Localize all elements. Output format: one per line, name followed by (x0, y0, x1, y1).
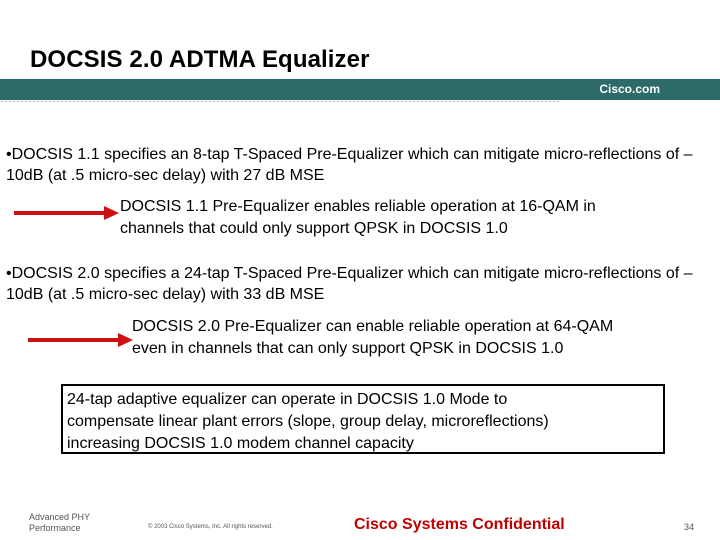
sub-point-docsis-2-0 (132, 316, 702, 360)
right-arrow-icon (26, 330, 134, 350)
right-arrow-icon (12, 203, 120, 223)
sub-point-line: even in channels that can only support QPSK in DOCSIS 1.0 (132, 340, 564, 357)
sub-point-line: DOCSIS 2.0 Pre-Equalizer can enable reliable operation at 64-QAM (132, 318, 614, 335)
sub-point-line: DOCSIS 1.1 Pre-Equalizer enables reliable operation at 16-QAM in (120, 198, 596, 215)
callout-box (61, 384, 665, 454)
callout-line: increasing DOCSIS 1.0 modem channel capacity (67, 435, 414, 452)
bullet-docsis-2-0: •DOCSIS 2.0 specifies a 24-tap T-Spaced Pre-Equalizer which can mitigate micro-reflections of –10dB (at .5 micro-sec delay) with 33 dB MSE (6, 265, 693, 303)
footer-copyright: © 2003 Cisco Systems, Inc. All rights reserved. (148, 524, 273, 530)
brand-label: Cisco.com (599, 82, 660, 96)
footer-section-line: Performance (29, 523, 81, 533)
page-number: 34 (684, 522, 695, 532)
callout-line: 24-tap adaptive equalizer can operate in DOCSIS 1.0 Mode to (67, 391, 508, 408)
bullet-docsis-1-1: •DOCSIS 1.1 specifies an 8-tap T-Spaced Pre-Equalizer which can mitigate micro-reflections of –10dB (at .5 micro-sec delay) with 27 dB MSE (6, 146, 693, 184)
footer-confidential: Cisco Systems Confidential (354, 516, 565, 533)
header-bar-pattern (0, 100, 560, 103)
slide-title: DOCSIS 2.0 ADTMA Equalizer (30, 46, 370, 73)
footer-section-line: Advanced PHY (29, 512, 91, 522)
sub-point-line: channels that could only support QPSK in DOCSIS 1.0 (120, 220, 508, 237)
footer-section-label (29, 512, 90, 534)
callout-line: compensate linear plant errors (slope, group delay, microreflections) (67, 413, 549, 430)
sub-point-docsis-1-1 (120, 196, 700, 240)
